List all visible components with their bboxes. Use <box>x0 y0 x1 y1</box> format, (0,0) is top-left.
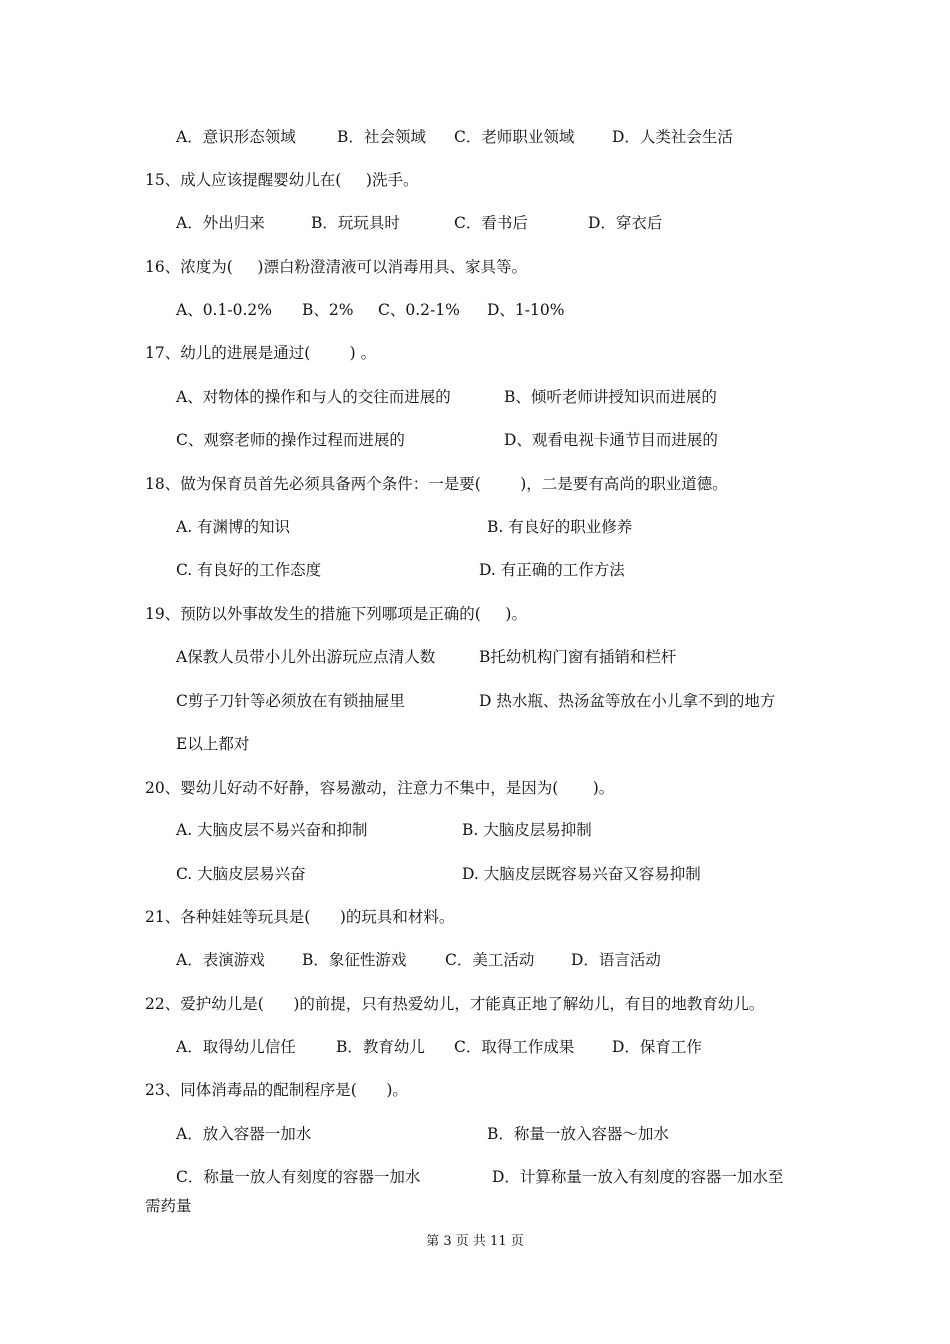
question-stem: 21、各种娃娃等玩具是( )的玩具和材料。 <box>145 908 455 926</box>
option: B．教育幼儿 <box>336 1038 425 1056</box>
option: D．保育工作 <box>612 1038 702 1056</box>
option: C．美工活动 <box>445 951 535 969</box>
option: A．外出归来 <box>176 214 265 232</box>
option: A. 有渊博的知识 <box>176 518 291 536</box>
option: B．玩玩具时 <box>311 214 400 232</box>
question-stem: 19、预防以外事故发生的措施下列哪项是正确的( )。 <box>145 605 527 623</box>
option: D. 有正确的工作方法 <box>479 561 625 579</box>
option: B、倾听老师讲授知识而进展的 <box>504 388 717 406</box>
option: D、观看电视卡通节目而进展的 <box>504 431 718 449</box>
question-stem: 16、浓度为( )漂白粉澄清液可以消毒用具、家具等。 <box>145 258 527 276</box>
option: B．社会领域 <box>337 128 426 146</box>
option: B. 大脑皮层易抑制 <box>462 821 592 839</box>
option: A．意识形态领域 <box>176 128 296 146</box>
question-stem: 15、成人应该提醒婴幼儿在( )洗手。 <box>145 171 419 189</box>
option: D. 大脑皮层既容易兴奋又容易抑制 <box>462 865 701 883</box>
option: A、0.1-0.2% <box>176 301 272 319</box>
option: 需药量 <box>145 1197 192 1215</box>
option: B托幼机构门窗有插销和栏杆 <box>479 648 677 666</box>
option: A. 大脑皮层不易兴奋和抑制 <box>176 821 368 839</box>
question-stem: 18、做为保育员首先必须具备两个条件：一是要( )，二是要有高尚的职业道德。 <box>145 475 728 493</box>
option: C．老师职业领域 <box>454 128 575 146</box>
question-stem: 17、幼儿的进展是通过( ) 。 <box>145 344 377 362</box>
option: B．称量一放入容器～加水 <box>487 1125 669 1143</box>
option: C. 有良好的工作态度 <box>176 561 322 579</box>
option: C．称量一放人有刻度的容器一加水 <box>176 1168 421 1186</box>
option: C. 大脑皮层易兴奋 <box>176 865 306 883</box>
option: A．表演游戏 <box>176 951 265 969</box>
option: B、2% <box>302 301 354 319</box>
page-footer: 第 3 页 共 11 页 <box>426 1234 524 1249</box>
option: A．取得幼儿信任 <box>176 1038 296 1056</box>
option: C、观察老师的操作过程而进展的 <box>176 431 405 449</box>
option: E以上都对 <box>176 735 250 753</box>
question-stem: 20、婴幼儿好动不好静，容易激动，注意力不集中，是因为( )。 <box>145 779 615 797</box>
option: D、1-10% <box>487 301 565 319</box>
question-stem: 23、同体消毒品的配制程序是( )。 <box>145 1081 408 1099</box>
option: D．语言活动 <box>571 951 661 969</box>
option: D．人类社会生活 <box>612 128 733 146</box>
option: C剪子刀针等必须放在有锁抽屉里 <box>176 692 405 710</box>
option: C、0.2-1% <box>378 301 460 319</box>
option: A保教人员带小儿外出游玩应点清人数 <box>176 648 436 666</box>
option: B. 有良好的职业修养 <box>487 518 633 536</box>
option: B．象征性游戏 <box>302 951 407 969</box>
option: A．放入容器一加水 <box>176 1125 312 1143</box>
option: C．取得工作成果 <box>454 1038 575 1056</box>
option: C．看书后 <box>454 214 528 232</box>
question-stem: 22、爱护幼儿是( )的前提，只有热爱幼儿，才能真正地了解幼儿，有目的地教育幼儿。 <box>145 995 765 1013</box>
option: D．穿衣后 <box>588 214 663 232</box>
option: D．计算称量一放入有刻度的容器一加水至 <box>492 1168 784 1186</box>
option: A、对物体的操作和与人的交往而进展的 <box>176 388 451 406</box>
option: D 热水瓶、热汤盆等放在小儿拿不到的地方 <box>479 692 776 710</box>
